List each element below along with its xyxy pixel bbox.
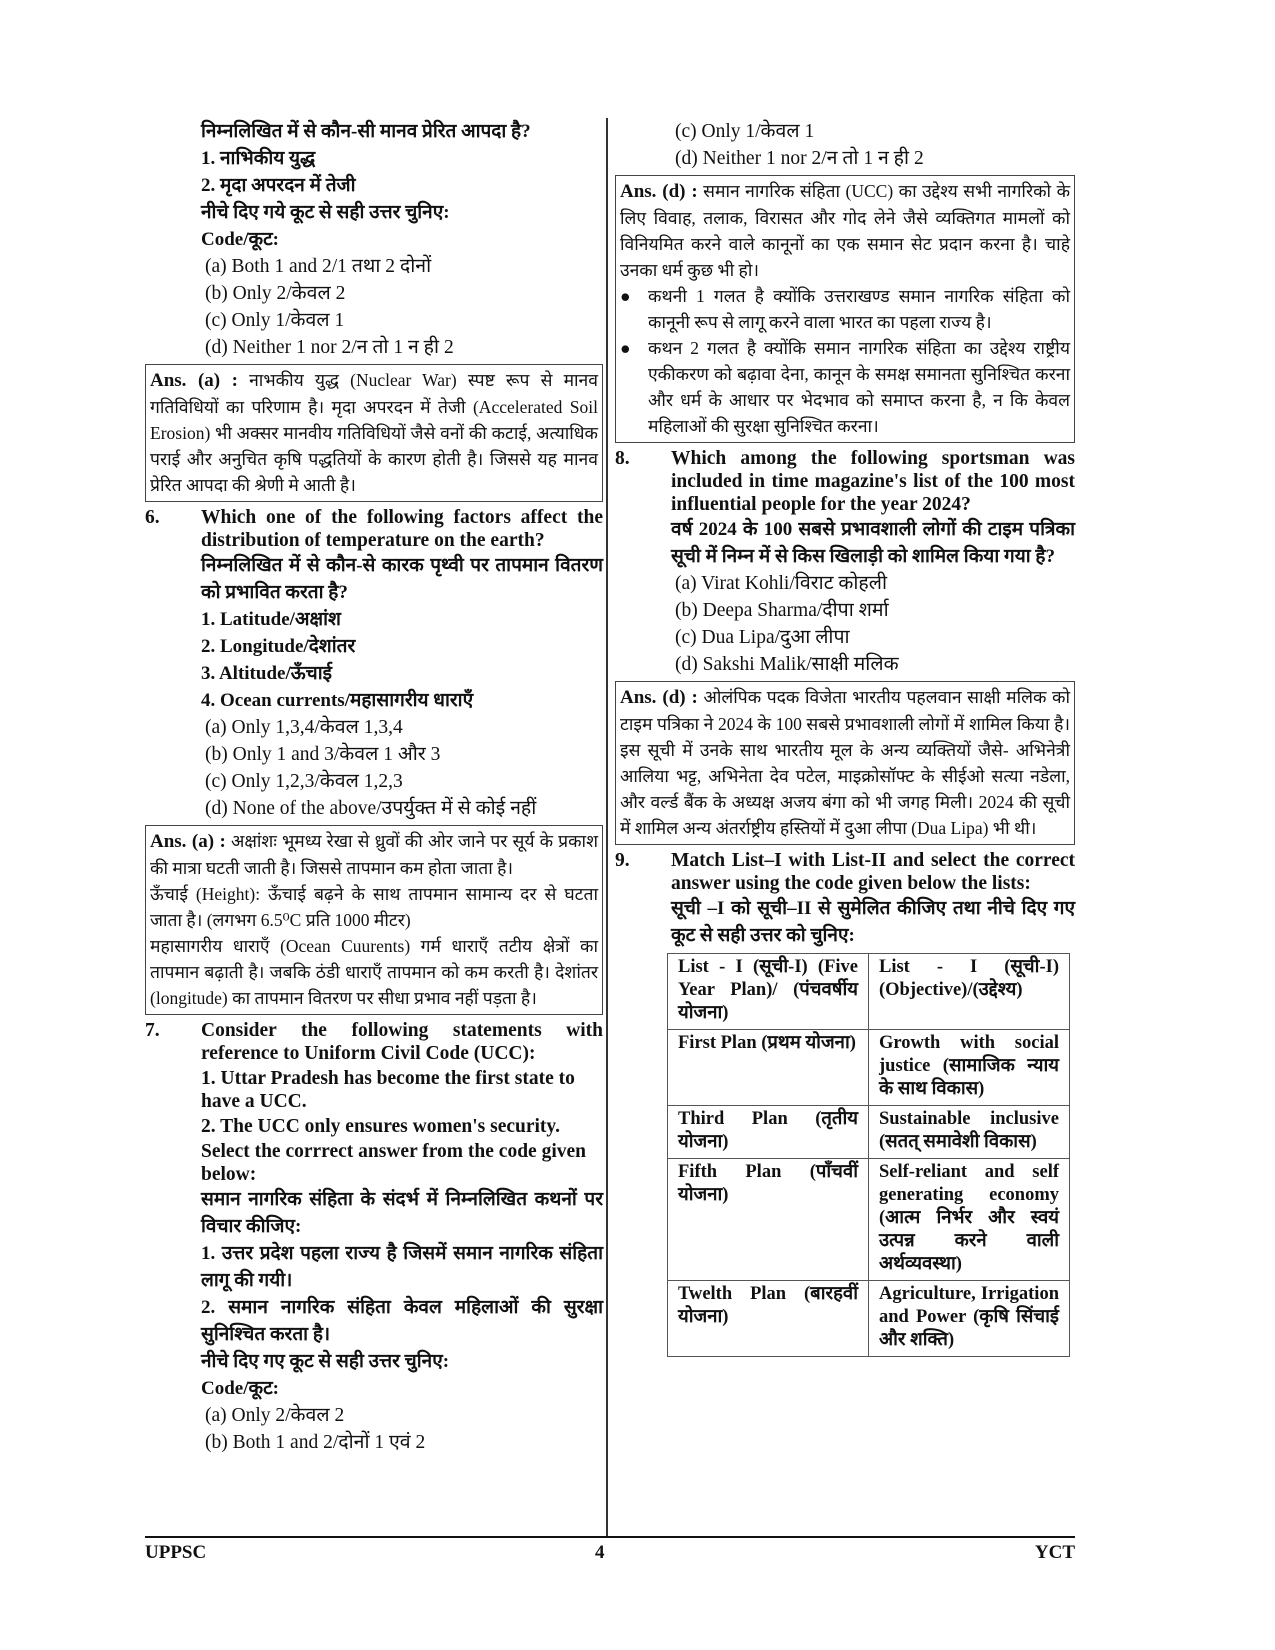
q9-number: 9. [615,850,630,871]
q7-instruction-en: Select the corrrect answer from the code given below: [201,1141,586,1185]
q6-answer-para: अक्षांशः भूमध्य रेखा से ध्रुवों की ओर जाने पर सूर्य के प्रकाश की मात्रा घटती जाती है। जिससे तापमान कम होता जाता है। [150,831,598,878]
q5-question-hindi: निम्नलिखित में से कौन-सी मानव प्रेरित आपदा है? [201,121,531,142]
table-row [668,1030,1070,1106]
q7-answer-label: Ans. (d) : [620,181,698,202]
bullet-icon: ● [620,286,631,306]
q8-option-b: (b) Deepa Sharma/दीपा शर्मा [675,600,889,621]
objective-cell: Self-reliant and self generating economy (आत्म निर्भर और स्वयं उत्पन्न करने वाली अर्थव्यवस्था) [869,1159,1070,1281]
q7-instruction-hi: नीचे दिए गए कूट से सही उत्तर चुनिए: [201,1351,450,1372]
q6-statement: 4. Ocean currents/महासागरीय धाराएँ [201,690,474,711]
q7-statement-hi: 2. समान नागरिक संहिता केवल महिलाओं की सुरक्षा सुनिश्चित करता है। [201,1297,603,1345]
table-row [668,1281,1070,1357]
q7-option-c: (c) Only 1/केवल 1 [675,121,815,142]
objective-cell: Sustainable inclusive (सतत् समावेशी विकास) [869,1106,1070,1159]
q6-option-c: (c) Only 1,2,3/केवल 1,2,3 [205,771,403,792]
left-column [145,118,603,1456]
q8-answer-label: Ans. (d) : [620,687,698,708]
q7-answer-bullet: ● कथनी 1 गलत है क्योंकि उत्तराखण्ड समान नागरिक संहिता को कानूनी रूप से लागू करने वाला भारत का पहला राज्य है। [620,283,1070,335]
right-column [615,118,1075,1357]
q7-number: 7. [145,1020,160,1041]
table-row [668,1159,1070,1281]
question-9 [615,849,1075,1357]
q6-option-b: (b) Only 1 and 3/केवल 1 और 3 [205,744,441,765]
header-list-2: List - I (सूची-I) (Objective)/(उद्देश्य) [869,954,1070,1030]
q5-option-d: (d) Neither 1 nor 2/न तो 1 न ही 2 [205,337,454,358]
q6-option-d: (d) None of the above/उपर्युक्त में से कोई नहीं [205,798,537,819]
q5-instruction: नीचे दिए गये कूट से सही उत्तर चुनिए: [201,202,450,223]
q5-option-a: (a) Both 1 and 2/1 तथा 2 दोनों [205,256,432,277]
page-number: 4 [595,1542,605,1563]
footer-exam-name: UPPSC [145,1542,207,1563]
q7-code-label: Code/कूट: [201,1378,279,1399]
q5-answer-box [145,364,603,502]
q5-option-c: (c) Only 1/केवल 1 [205,310,345,331]
q6-statement: 3. Altitude/ऊँचाई [201,663,332,684]
q8-option-a: (a) Virat Kohli/विराट कोहली [675,573,888,594]
plan-cell: First Plan (प्रथम योजना) [668,1030,869,1106]
match-table-header [668,954,1070,1030]
q8-answer-box [615,681,1075,845]
q5-options [145,253,603,361]
q5-statement: 2. मृदा अपरदन में तेजी [201,175,356,196]
q8-question-english: Which among the following sportsman was included in time magazine's list of the 100 most influential people for the year 2024? [671,448,1075,515]
q7-question-hindi: समान नागरिक संहिता के संदर्भ में निम्नलिखित कथनों पर विचार कीजिए: [201,1189,603,1237]
q8-option-d: (d) Sakshi Malik/साक्षी मलिक [675,654,899,675]
q8-option-c: (c) Dua Lipa/दुआ लीपा [675,627,850,648]
q6-statement: 2. Longitude/देशांतर [201,636,356,657]
column-divider [606,118,608,1538]
plan-cell: Fifth Plan (पाँचवीं योजना) [668,1159,869,1281]
q5-answer-label: Ans. (a) : [150,370,238,391]
q7-option-a: (a) Only 2/केवल 2 [205,1405,345,1426]
q8-answer-text: ओलंपिक पदक विजेता भारतीय पहलवान साक्षी मलिक को टाइम पत्रिका ने 2024 के 100 सबसे प्रभावशाली लोगों में शामिल किया है। इस सूची में उनके साथ भारतीय मूल के अन्य व्यक्तियों जैसे- अभिनेत्री आलिया भट्ट, अभिनेता देव पटेल, माइक्रोसॉफ्ट के सीईओ सत्या नडेला, और वर्ल्ड बैंक के अध्यक्ष अजय बंगा को भी जगह मिली। 2024 की सूची में शामिल अन्य अंतर्राष्ट्रीय हस्तियों में दुआ लीपा (Dua Lipa) भी थी। [620,687,1071,838]
q6-statement: 1. Latitude/अक्षांश [201,609,341,630]
q7-answer-text: समान नागरिक संहिता (UCC) का उद्देश्य सभी नागरिको के लिए विवाह, तलाक, विरासत और गोद लेने जैसे व्यक्तिगत मामलों को विनियमित करने वाले कानूनों का एक समान सेट प्रदान करना है। चाहे उनका धर्म कुछ भी हो। [620,181,1071,280]
q6-answer-label: Ans. (a) : [150,831,226,852]
q6-answer-para: महासागरीय धाराएँ (Ocean Cuurents) गर्म धाराएँ तटीय क्षेत्रों का तापमान बढ़ाती है। जबकि ठंडी धाराएँ तापमान को कम करती है। देशांतर (longitude) का तापमान वितरण पर सीधा प्रभाव नहीं पड़ता है। [150,936,598,1008]
q7-option-b: (b) Both 1 and 2/दोनों 1 एवं 2 [205,1432,426,1453]
q6-question-hindi: निम्नलिखित में से कौन-से कारक पृथ्वी पर तापमान वितरण को प्रभावित करता है? [201,555,603,603]
q6-number: 6. [145,507,160,528]
plan-cell: Third Plan (तृतीय योजना) [668,1106,869,1159]
objective-cell: Agriculture, Irrigation and Power (कृषि सिंचाई और शक्ति) [869,1281,1070,1357]
q7-statement-hi: 1. उत्तर प्रदेश पहला राज्य है जिसमें समान नागरिक संहिता लागू की गयी। [201,1243,603,1291]
q7-question-english: Consider the following statements with reference to Uniform Civil Code (UCC): [201,1020,603,1064]
q6-answer-box [145,825,603,1015]
q6-question-english: Which one of the following factors affect the distribution of temperature on the earth? [201,507,603,551]
header-list-1: List - I (सूची-I) (Five Year Plan)/ (पंचवर्षीय योजना) [668,954,869,1030]
q5-answer-text: नाभकीय युद्ध (Nuclear War) स्पष्ट रूप से मानव गतिविधियों का परिणाम है। मृदा अपरदन में तेजी (Accelerated Soil Erosion) भी अक्सर मानवीय गतिविधियों जैसे वनों की कटाई, अत्याधिक पराई और अनुचित कृषि पद्धतियों के कारण होती है। जिससे यह मानव प्रेरित आपदा की श्रेणी मे आती है। [150,370,599,495]
match-table [667,953,1070,1357]
q7-statement-en: 2. The UCC only ensures women's security. [201,1116,560,1137]
q6-answer-para: ऊँचाई (Height): ऊँचाई बढ़ने के साथ तापमान सामान्य दर से घटता जाता है। (लगभग 6.5⁰C प्रति 1000 मीटर) [150,884,598,930]
plan-cell: Twelth Plan (बारहवीं योजना) [668,1281,869,1357]
objective-cell: Growth with social justice (सामाजिक न्याय के साथ विकास) [869,1030,1070,1106]
table-row [668,1106,1070,1159]
q8-number: 8. [615,448,630,469]
q8-question-hindi: वर्ष 2024 के 100 सबसे प्रभावशाली लोगों की टाइम पत्रिका सूची में निम्न में से किस खिलाड़ी को शामिल किया गया है? [671,519,1075,567]
q6-option-a: (a) Only 1,3,4/केवल 1,3,4 [205,717,403,738]
q9-question-english: Match List–I with List-II and select the correct answer using the code given below the lists: [671,850,1075,894]
q7-answer-box [615,175,1075,443]
q5-code-label: Code/कूट: [201,229,279,250]
footer-publisher: YCT [1034,1542,1075,1563]
page-footer [145,1536,1075,1563]
bullet-icon: ● [620,338,631,358]
question-8 [615,447,1075,678]
q7-statement-en: 1. Uttar Pradesh has become the first state to have a UCC. [201,1068,575,1112]
question-6 [145,506,603,822]
q7-answer-bullet: ● कथन 2 गलत है क्योंकि समान नागरिक संहिता का उद्देश्य राष्ट्रीय एकीकरण को बढ़ावा देना, कानून के समक्ष समानता सुनिश्चित करना और धर्म के आधार पर भेदभाव को समाप्त करना है, न कि केवल महिलाओं की सुरक्षा सुनिश्चित करना। [620,335,1070,439]
q5-option-b: (b) Only 2/केवल 2 [205,283,346,304]
question-7 [145,1019,603,1456]
q9-question-hindi: सूची –I को सूची–II से सुमेलित कीजिए तथा नीचे दिए गए कूट से सही उत्तर को चुनिए: [671,898,1075,946]
q7-option-d: (d) Neither 1 nor 2/न तो 1 न ही 2 [675,148,924,169]
question-5 [145,118,603,253]
q5-statement: 1. नाभिकीय युद्ध [201,148,316,169]
